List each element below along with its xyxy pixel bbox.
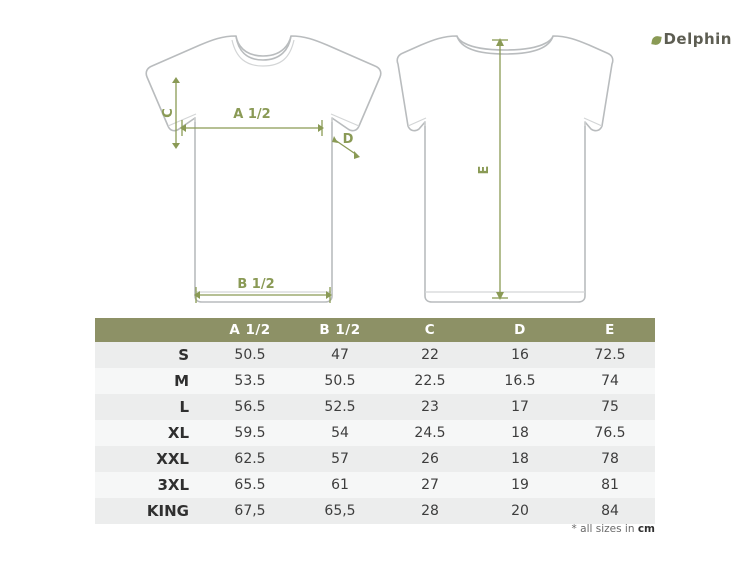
column-header-a: A 1/2: [205, 318, 295, 342]
cell-m-e: 74: [565, 368, 655, 394]
cell-s-c: 22: [385, 342, 475, 368]
table-corner-cell: [95, 318, 205, 342]
dimension-label-c: C: [161, 108, 176, 118]
cell-xl-a: 59.5: [205, 420, 295, 446]
t-shirt-front-outline: [146, 36, 381, 302]
table-row: [95, 420, 655, 446]
table-row: [95, 394, 655, 420]
dimension-label-b: B 1/2: [237, 277, 275, 292]
table-row: [95, 446, 655, 472]
footnote: [572, 523, 655, 535]
table-row: [95, 472, 655, 498]
cell-3xl-d: 19: [475, 472, 565, 498]
cell-l-c: 23: [385, 394, 475, 420]
cell-king-a: 67,5: [205, 498, 295, 524]
size-label-l: L: [95, 394, 205, 420]
cell-king-b: 65,5: [295, 498, 385, 524]
cell-xxl-c: 26: [385, 446, 475, 472]
cell-xxl-a: 62.5: [205, 446, 295, 472]
size-label-m: M: [95, 368, 205, 394]
footnote-text: * all sizes in: [571, 523, 638, 535]
size-table-head: [95, 318, 655, 342]
cell-s-b: 47: [295, 342, 385, 368]
cell-king-d: 20: [475, 498, 565, 524]
footnote-unit: cm: [637, 523, 655, 535]
size-table-wrapper: [95, 318, 655, 524]
dimension-label-d: D: [342, 132, 354, 147]
cell-3xl-c: 27: [385, 472, 475, 498]
cell-l-e: 75: [565, 394, 655, 420]
cell-m-b: 50.5: [295, 368, 385, 394]
cell-3xl-a: 65.5: [205, 472, 295, 498]
size-table-body: [95, 342, 655, 524]
dimension-label-e: E: [477, 165, 492, 175]
table-row: [95, 342, 655, 368]
dimension-label-a: A 1/2: [233, 107, 271, 122]
size-label-3xl: 3XL: [95, 472, 205, 498]
cell-king-c: 28: [385, 498, 475, 524]
cell-3xl-b: 61: [295, 472, 385, 498]
cell-king-e: 84: [565, 498, 655, 524]
size-label-s: S: [95, 342, 205, 368]
table-row: [95, 498, 655, 524]
cell-3xl-e: 81: [565, 472, 655, 498]
table-header-row: [95, 318, 655, 342]
cell-xl-d: 18: [475, 420, 565, 446]
t-shirt-back-outline: [397, 36, 613, 302]
column-header-c: C: [385, 318, 475, 342]
cell-s-e: 72.5: [565, 342, 655, 368]
cell-xxl-d: 18: [475, 446, 565, 472]
cell-l-a: 56.5: [205, 394, 295, 420]
table-row: [95, 368, 655, 394]
size-label-king: KING: [95, 498, 205, 524]
brand-name: Delphin: [663, 30, 732, 48]
cell-m-d: 16.5: [475, 368, 565, 394]
column-header-e: E: [565, 318, 655, 342]
cell-l-d: 17: [475, 394, 565, 420]
cell-xxl-e: 78: [565, 446, 655, 472]
cell-s-a: 50.5: [205, 342, 295, 368]
cell-s-d: 16: [475, 342, 565, 368]
column-header-d: D: [475, 318, 565, 342]
cell-xl-c: 24.5: [385, 420, 475, 446]
cell-m-a: 53.5: [205, 368, 295, 394]
cell-xl-e: 76.5: [565, 420, 655, 446]
cell-xxl-b: 57: [295, 446, 385, 472]
size-table: [95, 318, 655, 524]
cell-l-b: 52.5: [295, 394, 385, 420]
cell-xl-b: 54: [295, 420, 385, 446]
size-label-xxl: XXL: [95, 446, 205, 472]
cell-m-c: 22.5: [385, 368, 475, 394]
column-header-b: B 1/2: [295, 318, 385, 342]
size-label-xl: XL: [95, 420, 205, 446]
